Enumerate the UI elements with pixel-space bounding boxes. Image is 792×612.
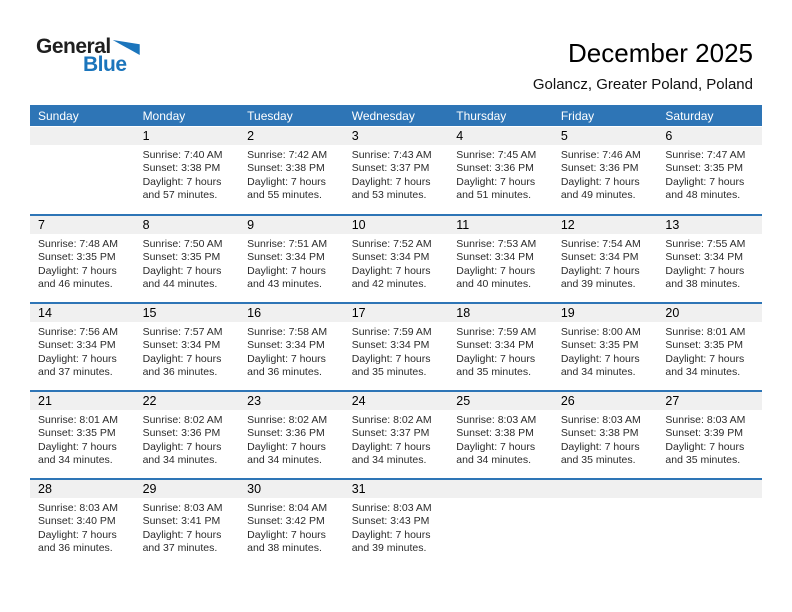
day-detail-line: Daylight: 7 hours xyxy=(38,264,117,277)
day-detail-line: and 53 minutes. xyxy=(351,189,427,202)
day-cell xyxy=(344,234,449,292)
day-number-band xyxy=(30,392,762,410)
day-number: 3 xyxy=(351,129,359,143)
day-number-band xyxy=(30,480,762,498)
day-cell xyxy=(239,322,344,380)
day-number: 30 xyxy=(247,482,262,496)
day-detail-line: and 36 minutes. xyxy=(142,366,218,379)
day-cell xyxy=(657,145,762,203)
day-detail-line: Sunrise: 7:52 AM xyxy=(351,238,432,250)
day-number-band xyxy=(30,127,762,145)
day-detail-line: Sunrise: 8:03 AM xyxy=(665,414,746,426)
day-number: 4 xyxy=(456,129,464,143)
day-detail-line: and 57 minutes. xyxy=(142,189,218,202)
day-cell xyxy=(344,498,449,556)
day-cell xyxy=(30,322,135,380)
day-details-row xyxy=(30,145,762,203)
day-number: 10 xyxy=(351,218,366,232)
day-detail-line: Sunset: 3:36 PM xyxy=(456,162,534,175)
day-number: 22 xyxy=(142,394,157,408)
day-detail-line: Daylight: 7 hours xyxy=(142,264,222,277)
day-cell xyxy=(553,498,658,556)
day-number xyxy=(30,127,135,145)
day-detail-line: Sunset: 3:34 PM xyxy=(560,251,639,264)
day-detail-line: Sunrise: 8:01 AM xyxy=(38,414,118,426)
day-detail-line: and 44 minutes. xyxy=(142,278,218,291)
day-detail-line: Sunrise: 8:02 AM xyxy=(142,414,223,426)
day-cell xyxy=(553,234,658,292)
day-detail-line: and 37 minutes. xyxy=(38,366,113,379)
weekday-sunday: Sunday xyxy=(38,108,79,123)
day-detail-line: Sunset: 3:34 PM xyxy=(456,251,534,264)
day-detail-line: Sunset: 3:36 PM xyxy=(560,162,639,175)
day-detail-line: Sunset: 3:38 PM xyxy=(247,162,325,175)
day-detail-line: Daylight: 7 hours xyxy=(38,440,117,453)
day-detail-line: Sunset: 3:37 PM xyxy=(351,162,430,175)
day-detail-line: Sunset: 3:34 PM xyxy=(456,339,534,352)
day-cell xyxy=(553,322,658,380)
day-detail-line: Sunrise: 7:40 AM xyxy=(142,149,223,161)
weekday-friday: Friday xyxy=(560,108,595,123)
day-cell xyxy=(657,498,762,556)
day-detail-line: Daylight: 7 hours xyxy=(142,528,222,541)
week-row xyxy=(30,214,762,302)
day-number: 5 xyxy=(560,129,568,143)
day-detail-line: Daylight: 7 hours xyxy=(351,528,431,541)
day-cell xyxy=(135,322,240,380)
day-detail-line: Daylight: 7 hours xyxy=(665,264,745,277)
day-detail-line: and 51 minutes. xyxy=(456,189,531,202)
day-detail-line: and 35 minutes. xyxy=(560,454,636,467)
day-cell xyxy=(135,410,240,468)
day-cell xyxy=(135,145,240,203)
day-detail-line: Sunrise: 8:02 AM xyxy=(247,414,328,426)
day-number: 20 xyxy=(665,306,680,320)
day-detail-line: Sunset: 3:35 PM xyxy=(665,162,744,175)
day-detail-line: Sunrise: 8:03 AM xyxy=(142,502,223,514)
day-detail-line: Daylight: 7 hours xyxy=(456,352,536,365)
day-detail-line: and 42 minutes. xyxy=(351,278,427,291)
title-block xyxy=(533,38,753,93)
day-detail-line: and 34 minutes. xyxy=(456,454,531,467)
day-detail-line: Daylight: 7 hours xyxy=(247,528,326,541)
day-detail-line: Sunset: 3:35 PM xyxy=(142,251,221,264)
day-number-band xyxy=(30,216,762,234)
day-detail-line: Daylight: 7 hours xyxy=(351,264,431,277)
weekday-tuesday: Tuesday xyxy=(247,108,293,123)
day-cell xyxy=(344,145,449,203)
day-detail-line: and 46 minutes. xyxy=(38,278,113,291)
day-cell xyxy=(30,498,135,556)
day-detail-line: Sunrise: 8:03 AM xyxy=(351,502,432,514)
day-details-row xyxy=(30,322,762,380)
day-detail-line: and 36 minutes. xyxy=(38,542,113,555)
day-detail-line: Sunrise: 7:42 AM xyxy=(247,149,328,161)
day-detail-line: and 49 minutes. xyxy=(560,189,636,202)
day-number: 27 xyxy=(665,394,680,408)
weekday-thursday: Thursday xyxy=(456,108,507,123)
day-number: 19 xyxy=(560,306,575,320)
day-number: 14 xyxy=(38,306,52,320)
day-detail-line: Sunset: 3:39 PM xyxy=(665,427,744,440)
general-blue-logo xyxy=(36,36,140,74)
day-detail-line: Sunset: 3:34 PM xyxy=(351,251,430,264)
day-cell xyxy=(448,234,553,292)
day-number: 15 xyxy=(142,306,157,320)
day-detail-line: Sunset: 3:37 PM xyxy=(351,427,430,440)
day-detail-line: Sunrise: 7:59 AM xyxy=(351,326,432,338)
day-details-row xyxy=(30,234,762,292)
day-detail-line: and 48 minutes. xyxy=(665,189,741,202)
day-cell xyxy=(239,234,344,292)
day-detail-line: Daylight: 7 hours xyxy=(665,352,745,365)
day-number: 24 xyxy=(351,394,366,408)
day-detail-line: Daylight: 7 hours xyxy=(142,352,222,365)
day-detail-line: Sunset: 3:38 PM xyxy=(142,162,221,175)
day-detail-line: Sunrise: 7:46 AM xyxy=(560,149,641,161)
day-detail-line: Sunrise: 8:03 AM xyxy=(456,414,537,426)
day-detail-line: and 43 minutes. xyxy=(247,278,322,291)
day-detail-line: Sunrise: 8:03 AM xyxy=(560,414,641,426)
day-detail-line: and 34 minutes. xyxy=(38,454,113,467)
day-detail-line: Sunset: 3:35 PM xyxy=(38,251,116,264)
day-detail-line: Sunrise: 8:00 AM xyxy=(560,326,641,338)
calendar-month-title: December 2025 xyxy=(568,38,753,68)
day-detail-line: Sunset: 3:34 PM xyxy=(142,339,221,352)
calendar-weeks xyxy=(30,127,762,566)
day-detail-line: Sunrise: 7:47 AM xyxy=(665,149,746,161)
logo-text-general: General xyxy=(36,35,111,58)
day-detail-line: and 35 minutes. xyxy=(665,454,741,467)
day-detail-line: Sunrise: 7:43 AM xyxy=(351,149,432,161)
day-number: 23 xyxy=(247,394,262,408)
day-number: 6 xyxy=(665,129,673,143)
day-cell xyxy=(448,145,553,203)
day-detail-line: Sunrise: 7:55 AM xyxy=(665,238,746,250)
day-number xyxy=(657,480,762,498)
calendar xyxy=(30,105,762,566)
day-detail-line: Sunset: 3:35 PM xyxy=(560,339,639,352)
day-detail-line: Sunrise: 7:54 AM xyxy=(560,238,641,250)
day-detail-line: Daylight: 7 hours xyxy=(351,440,431,453)
day-detail-line: Sunset: 3:34 PM xyxy=(247,339,325,352)
day-detail-line: Daylight: 7 hours xyxy=(560,264,640,277)
day-detail-line: and 36 minutes. xyxy=(247,366,322,379)
day-detail-line: Sunset: 3:36 PM xyxy=(142,427,221,440)
day-detail-line: Sunrise: 7:45 AM xyxy=(456,149,537,161)
day-detail-line: Sunrise: 8:03 AM xyxy=(38,502,118,514)
day-detail-line: Sunrise: 7:51 AM xyxy=(247,238,328,250)
day-cell xyxy=(657,234,762,292)
day-number: 25 xyxy=(456,394,471,408)
day-detail-line: Daylight: 7 hours xyxy=(456,264,536,277)
day-detail-line: Sunset: 3:34 PM xyxy=(351,339,430,352)
day-detail-line: and 38 minutes. xyxy=(665,278,741,291)
day-detail-line: Sunset: 3:42 PM xyxy=(247,515,325,528)
day-number: 17 xyxy=(351,306,366,320)
day-detail-line: Daylight: 7 hours xyxy=(665,175,745,188)
day-detail-line: Sunrise: 8:04 AM xyxy=(247,502,328,514)
day-detail-line: Sunrise: 7:57 AM xyxy=(142,326,223,338)
day-detail-line: and 34 minutes. xyxy=(665,366,741,379)
day-number: 29 xyxy=(142,482,157,496)
day-detail-line: and 37 minutes. xyxy=(142,542,218,555)
day-detail-line: Sunrise: 7:48 AM xyxy=(38,238,118,250)
weekday-saturday: Saturday xyxy=(665,108,714,123)
day-cell xyxy=(239,498,344,556)
day-detail-line: Daylight: 7 hours xyxy=(247,264,326,277)
day-detail-line: Sunrise: 7:59 AM xyxy=(456,326,537,338)
day-detail-line: Sunset: 3:34 PM xyxy=(665,251,744,264)
day-number: 7 xyxy=(38,218,45,232)
day-cell xyxy=(344,410,449,468)
logo-text-blue: Blue xyxy=(83,53,127,76)
day-detail-line: Daylight: 7 hours xyxy=(38,528,117,541)
day-detail-line: and 34 minutes. xyxy=(142,454,218,467)
day-number: 16 xyxy=(247,306,262,320)
day-cell xyxy=(30,234,135,292)
week-row xyxy=(30,390,762,478)
day-detail-line: and 34 minutes. xyxy=(247,454,322,467)
day-cell xyxy=(657,322,762,380)
day-detail-line: Sunset: 3:34 PM xyxy=(38,339,116,352)
day-detail-line: Daylight: 7 hours xyxy=(142,440,222,453)
day-detail-line: Daylight: 7 hours xyxy=(38,352,117,365)
day-detail-line: Sunrise: 7:58 AM xyxy=(247,326,328,338)
day-detail-line: Daylight: 7 hours xyxy=(247,175,326,188)
day-detail-line: Daylight: 7 hours xyxy=(560,440,640,453)
week-row xyxy=(30,302,762,390)
day-cell xyxy=(239,410,344,468)
day-number: 2 xyxy=(247,129,255,143)
day-detail-line: Daylight: 7 hours xyxy=(560,175,640,188)
day-detail-line: Sunrise: 8:01 AM xyxy=(665,326,746,338)
day-details-row xyxy=(30,410,762,468)
day-number: 9 xyxy=(247,218,255,232)
day-number xyxy=(553,480,658,498)
day-cell xyxy=(553,410,658,468)
day-cell xyxy=(239,145,344,203)
day-cell xyxy=(448,498,553,556)
calendar-location: Golancz, Greater Poland, Poland xyxy=(532,76,753,93)
day-detail-line: Daylight: 7 hours xyxy=(351,175,431,188)
day-cell xyxy=(344,322,449,380)
day-cell xyxy=(135,498,240,556)
day-detail-line: Sunset: 3:40 PM xyxy=(38,515,116,528)
week-row xyxy=(30,127,762,214)
day-cell xyxy=(553,145,658,203)
day-detail-line: Daylight: 7 hours xyxy=(247,352,326,365)
day-detail-line: and 55 minutes. xyxy=(247,189,322,202)
day-number-band xyxy=(30,304,762,322)
day-detail-line: Sunset: 3:35 PM xyxy=(38,427,116,440)
day-detail-line: Daylight: 7 hours xyxy=(351,352,431,365)
day-detail-line: and 35 minutes. xyxy=(351,366,427,379)
day-detail-line: and 35 minutes. xyxy=(456,366,531,379)
day-detail-line: Sunset: 3:36 PM xyxy=(247,427,325,440)
day-number: 28 xyxy=(38,482,52,496)
day-number: 13 xyxy=(665,218,680,232)
day-detail-line: Sunset: 3:43 PM xyxy=(351,515,430,528)
day-detail-line: Daylight: 7 hours xyxy=(142,175,222,188)
day-detail-line: Daylight: 7 hours xyxy=(247,440,326,453)
day-detail-line: Sunset: 3:41 PM xyxy=(142,515,221,528)
day-detail-line: Sunset: 3:38 PM xyxy=(456,427,534,440)
day-cell xyxy=(30,410,135,468)
day-detail-line: Daylight: 7 hours xyxy=(456,175,536,188)
day-number: 11 xyxy=(456,218,470,232)
day-cell xyxy=(448,410,553,468)
day-detail-line: and 39 minutes. xyxy=(351,542,427,555)
day-number: 12 xyxy=(560,218,575,232)
day-detail-line: Sunset: 3:35 PM xyxy=(665,339,744,352)
day-cell xyxy=(448,322,553,380)
day-detail-line: and 40 minutes. xyxy=(456,278,531,291)
day-number: 26 xyxy=(560,394,575,408)
day-cell xyxy=(30,145,135,203)
weekday-header-row xyxy=(30,105,762,126)
weekday-monday: Monday xyxy=(142,108,186,123)
day-cell xyxy=(135,234,240,292)
day-cell xyxy=(657,410,762,468)
day-number: 1 xyxy=(142,129,150,143)
day-number xyxy=(448,480,553,498)
day-detail-line: Sunset: 3:38 PM xyxy=(560,427,639,440)
day-detail-line: Sunrise: 7:53 AM xyxy=(456,238,537,250)
day-detail-line: Daylight: 7 hours xyxy=(665,440,745,453)
day-details-row xyxy=(30,498,762,556)
day-detail-line: Sunrise: 7:50 AM xyxy=(142,238,223,250)
weekday-wednesday: Wednesday xyxy=(351,108,415,123)
day-detail-line: and 34 minutes. xyxy=(351,454,427,467)
day-detail-line: Sunset: 3:34 PM xyxy=(247,251,325,264)
day-number: 18 xyxy=(456,306,471,320)
day-detail-line: and 34 minutes. xyxy=(560,366,636,379)
day-detail-line: and 38 minutes. xyxy=(247,542,322,555)
day-detail-line: Sunrise: 8:02 AM xyxy=(351,414,432,426)
day-number: 8 xyxy=(142,218,150,232)
day-detail-line: and 39 minutes. xyxy=(560,278,636,291)
day-number: 31 xyxy=(351,482,366,496)
week-row xyxy=(30,478,762,566)
day-detail-line: Sunrise: 7:56 AM xyxy=(38,326,118,338)
day-number: 21 xyxy=(38,394,52,408)
day-detail-line: Daylight: 7 hours xyxy=(456,440,536,453)
day-detail-line: Daylight: 7 hours xyxy=(560,352,640,365)
